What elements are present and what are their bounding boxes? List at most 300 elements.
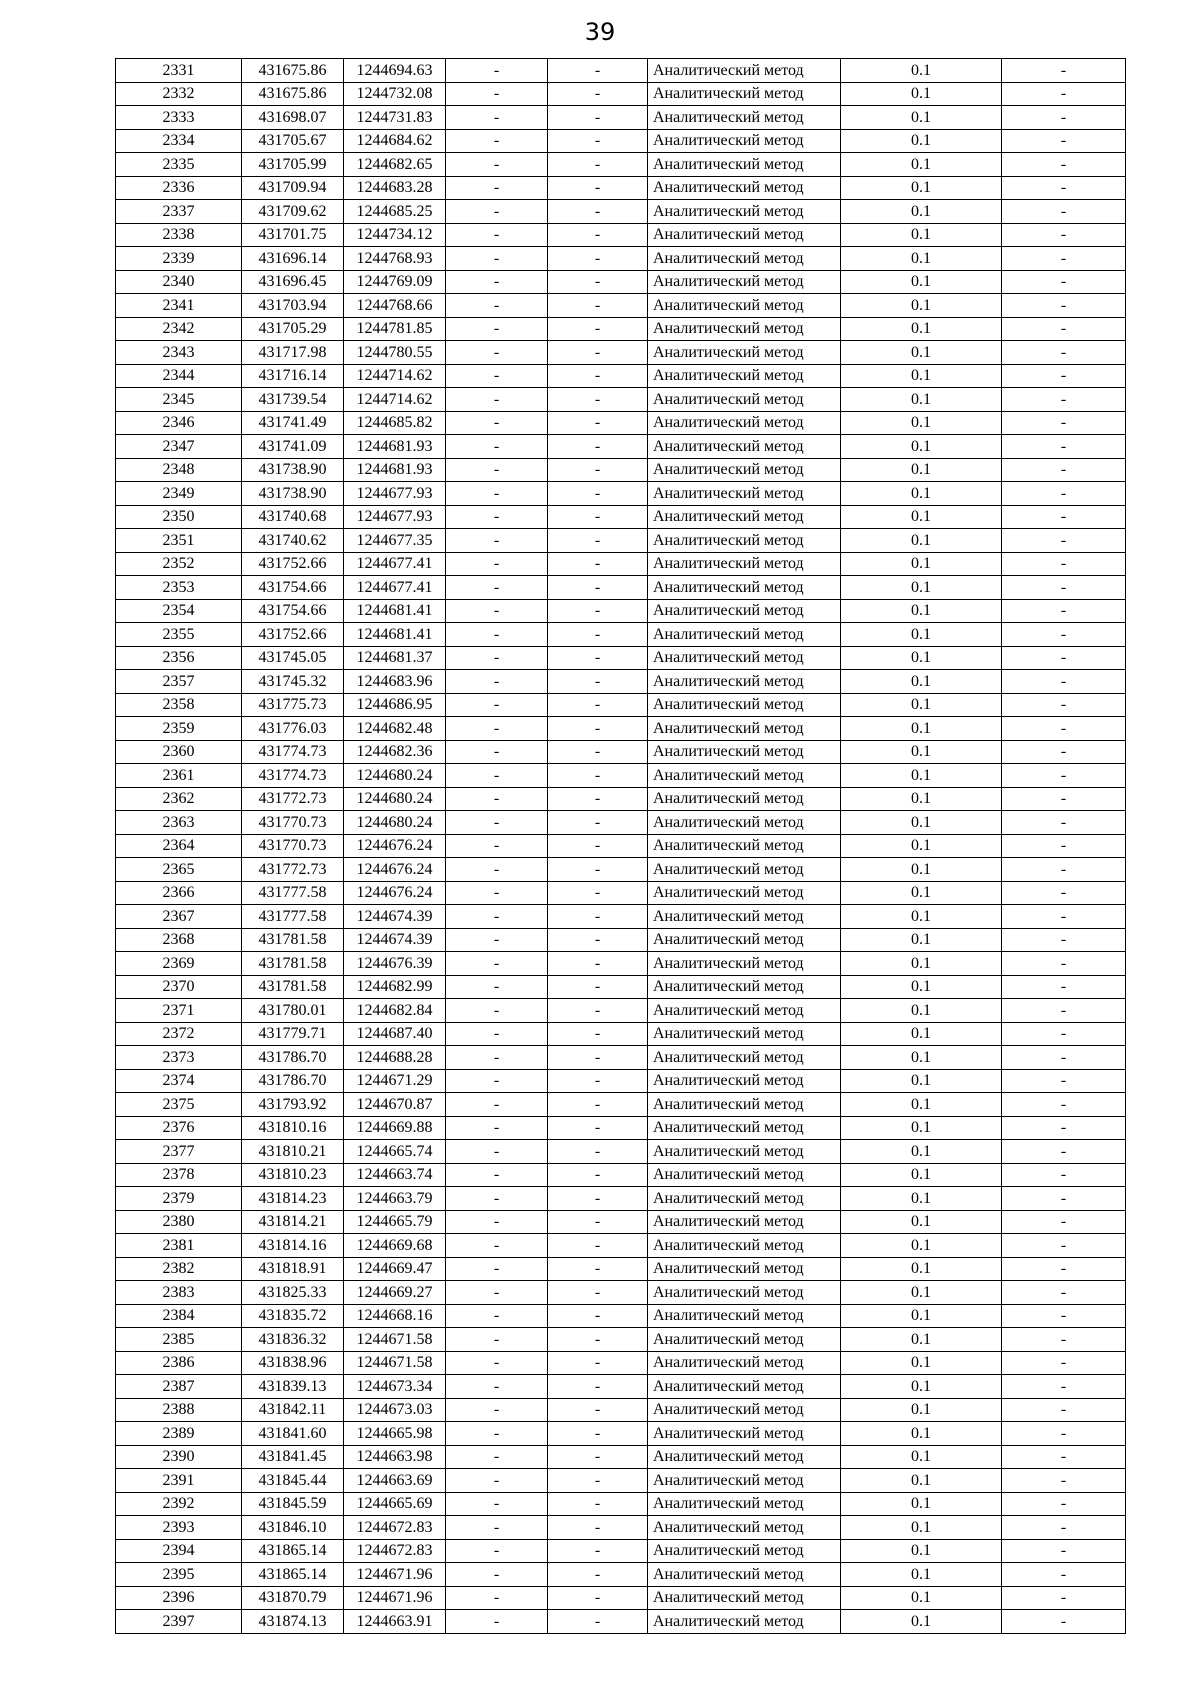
y-coordinate-cell: 1244681.93 (344, 458, 446, 482)
x-coordinate-cell: 431705.99 (242, 153, 344, 177)
col-5-value-cell: - (548, 1469, 648, 1493)
method-cell: Аналитический метод (648, 1492, 841, 1516)
x-coordinate-cell: 431738.90 (242, 482, 344, 506)
method-cell: Аналитический метод (648, 1610, 841, 1634)
point-number-cell: 2339 (116, 247, 242, 271)
point-number-cell: 2363 (116, 811, 242, 835)
point-number-cell: 2375 (116, 1093, 242, 1117)
x-coordinate-cell: 431781.58 (242, 928, 344, 952)
col-5-value-cell: - (548, 1563, 648, 1587)
point-number-cell: 2387 (116, 1375, 242, 1399)
y-coordinate-cell: 1244665.79 (344, 1210, 446, 1234)
coordinates-table-body (116, 59, 1126, 1634)
table-row (116, 834, 1126, 858)
y-coordinate-cell: 1244663.74 (344, 1163, 446, 1187)
point-number-cell: 2351 (116, 529, 242, 553)
x-coordinate-cell: 431793.92 (242, 1093, 344, 1117)
accuracy-cell: 0.1 (841, 999, 1002, 1023)
col-5-value-cell: - (548, 388, 648, 412)
col-8-value-cell: - (1002, 176, 1126, 200)
table-row (116, 1539, 1126, 1563)
table-row (116, 294, 1126, 318)
col-4-value-cell: - (446, 176, 548, 200)
col-4-value-cell: - (446, 129, 548, 153)
table-row (116, 223, 1126, 247)
point-number-cell: 2343 (116, 341, 242, 365)
y-coordinate-cell: 1244683.28 (344, 176, 446, 200)
col-5-value-cell: - (548, 200, 648, 224)
table-row (116, 552, 1126, 576)
x-coordinate-cell: 431740.62 (242, 529, 344, 553)
col-5-value-cell: - (548, 364, 648, 388)
col-5-value-cell: - (548, 717, 648, 741)
table-row (116, 1469, 1126, 1493)
col-5-value-cell: - (548, 1234, 648, 1258)
col-5-value-cell: - (548, 1492, 648, 1516)
point-number-cell: 2358 (116, 693, 242, 717)
accuracy-cell: 0.1 (841, 1093, 1002, 1117)
point-number-cell: 2331 (116, 59, 242, 83)
x-coordinate-cell: 431825.33 (242, 1281, 344, 1305)
point-number-cell: 2347 (116, 435, 242, 459)
method-cell: Аналитический метод (648, 1586, 841, 1610)
point-number-cell: 2341 (116, 294, 242, 318)
method-cell: Аналитический метод (648, 764, 841, 788)
col-8-value-cell: - (1002, 952, 1126, 976)
x-coordinate-cell: 431776.03 (242, 717, 344, 741)
x-coordinate-cell: 431754.66 (242, 599, 344, 623)
point-number-cell: 2385 (116, 1328, 242, 1352)
accuracy-cell: 0.1 (841, 1375, 1002, 1399)
method-cell: Аналитический метод (648, 693, 841, 717)
accuracy-cell: 0.1 (841, 717, 1002, 741)
y-coordinate-cell: 1244676.24 (344, 834, 446, 858)
col-4-value-cell: - (446, 1516, 548, 1540)
col-4-value-cell: - (446, 881, 548, 905)
x-coordinate-cell: 431696.45 (242, 270, 344, 294)
col-5-value-cell: - (548, 411, 648, 435)
accuracy-cell: 0.1 (841, 247, 1002, 271)
x-coordinate-cell: 431741.09 (242, 435, 344, 459)
table-row (116, 176, 1126, 200)
x-coordinate-cell: 431696.14 (242, 247, 344, 271)
x-coordinate-cell: 431786.70 (242, 1046, 344, 1070)
table-row (116, 999, 1126, 1023)
table-row (116, 576, 1126, 600)
table-row (116, 1492, 1126, 1516)
method-cell: Аналитический метод (648, 364, 841, 388)
y-coordinate-cell: 1244681.93 (344, 435, 446, 459)
col-8-value-cell: - (1002, 1539, 1126, 1563)
col-4-value-cell: - (446, 1163, 548, 1187)
method-cell: Аналитический метод (648, 1210, 841, 1234)
x-coordinate-cell: 431675.86 (242, 59, 344, 83)
point-number-cell: 2397 (116, 1610, 242, 1634)
table-row (116, 529, 1126, 553)
col-8-value-cell: - (1002, 505, 1126, 529)
col-4-value-cell: - (446, 247, 548, 271)
point-number-cell: 2384 (116, 1304, 242, 1328)
y-coordinate-cell: 1244768.93 (344, 247, 446, 271)
x-coordinate-cell: 431777.58 (242, 881, 344, 905)
point-number-cell: 2394 (116, 1539, 242, 1563)
y-coordinate-cell: 1244677.41 (344, 552, 446, 576)
col-8-value-cell: - (1002, 764, 1126, 788)
table-row (116, 364, 1126, 388)
x-coordinate-cell: 431839.13 (242, 1375, 344, 1399)
x-coordinate-cell: 431739.54 (242, 388, 344, 412)
col-5-value-cell: - (548, 975, 648, 999)
accuracy-cell: 0.1 (841, 106, 1002, 130)
accuracy-cell: 0.1 (841, 905, 1002, 929)
accuracy-cell: 0.1 (841, 1281, 1002, 1305)
point-number-cell: 2365 (116, 858, 242, 882)
x-coordinate-cell: 431865.14 (242, 1539, 344, 1563)
accuracy-cell: 0.1 (841, 975, 1002, 999)
col-4-value-cell: - (446, 1187, 548, 1211)
col-8-value-cell: - (1002, 1022, 1126, 1046)
col-5-value-cell: - (548, 1445, 648, 1469)
table-row (116, 1351, 1126, 1375)
table-row (116, 505, 1126, 529)
method-cell: Аналитический метод (648, 294, 841, 318)
method-cell: Аналитический метод (648, 999, 841, 1023)
point-number-cell: 2374 (116, 1069, 242, 1093)
table-row (116, 1586, 1126, 1610)
point-number-cell: 2344 (116, 364, 242, 388)
col-4-value-cell: - (446, 1022, 548, 1046)
table-row (116, 670, 1126, 694)
col-5-value-cell: - (548, 1281, 648, 1305)
col-5-value-cell: - (548, 1610, 648, 1634)
point-number-cell: 2367 (116, 905, 242, 929)
y-coordinate-cell: 1244685.25 (344, 200, 446, 224)
table-row (116, 106, 1126, 130)
accuracy-cell: 0.1 (841, 623, 1002, 647)
table-row (116, 1375, 1126, 1399)
accuracy-cell: 0.1 (841, 1563, 1002, 1587)
method-cell: Аналитический метод (648, 505, 841, 529)
x-coordinate-cell: 431701.75 (242, 223, 344, 247)
col-8-value-cell: - (1002, 247, 1126, 271)
col-8-value-cell: - (1002, 787, 1126, 811)
col-4-value-cell: - (446, 952, 548, 976)
accuracy-cell: 0.1 (841, 811, 1002, 835)
col-5-value-cell: - (548, 458, 648, 482)
accuracy-cell: 0.1 (841, 1187, 1002, 1211)
y-coordinate-cell: 1244671.96 (344, 1563, 446, 1587)
col-5-value-cell: - (548, 317, 648, 341)
method-cell: Аналитический метод (648, 787, 841, 811)
table-row (116, 1140, 1126, 1164)
y-coordinate-cell: 1244680.24 (344, 764, 446, 788)
y-coordinate-cell: 1244672.83 (344, 1539, 446, 1563)
y-coordinate-cell: 1244732.08 (344, 82, 446, 106)
y-coordinate-cell: 1244671.96 (344, 1586, 446, 1610)
col-8-value-cell: - (1002, 740, 1126, 764)
method-cell: Аналитический метод (648, 341, 841, 365)
point-number-cell: 2370 (116, 975, 242, 999)
col-5-value-cell: - (548, 858, 648, 882)
accuracy-cell: 0.1 (841, 1516, 1002, 1540)
col-8-value-cell: - (1002, 270, 1126, 294)
y-coordinate-cell: 1244671.58 (344, 1351, 446, 1375)
x-coordinate-cell: 431741.49 (242, 411, 344, 435)
y-coordinate-cell: 1244669.47 (344, 1257, 446, 1281)
col-8-value-cell: - (1002, 1422, 1126, 1446)
method-cell: Аналитический метод (648, 1398, 841, 1422)
table-row (116, 646, 1126, 670)
y-coordinate-cell: 1244680.24 (344, 787, 446, 811)
accuracy-cell: 0.1 (841, 552, 1002, 576)
col-4-value-cell: - (446, 623, 548, 647)
method-cell: Аналитический метод (648, 270, 841, 294)
accuracy-cell: 0.1 (841, 740, 1002, 764)
col-8-value-cell: - (1002, 1163, 1126, 1187)
y-coordinate-cell: 1244682.99 (344, 975, 446, 999)
col-4-value-cell: - (446, 529, 548, 553)
x-coordinate-cell: 431709.62 (242, 200, 344, 224)
y-coordinate-cell: 1244674.39 (344, 905, 446, 929)
col-4-value-cell: - (446, 1140, 548, 1164)
x-coordinate-cell: 431814.23 (242, 1187, 344, 1211)
accuracy-cell: 0.1 (841, 270, 1002, 294)
method-cell: Аналитический метод (648, 1469, 841, 1493)
point-number-cell: 2386 (116, 1351, 242, 1375)
method-cell: Аналитический метод (648, 1539, 841, 1563)
col-4-value-cell: - (446, 200, 548, 224)
y-coordinate-cell: 1244669.88 (344, 1116, 446, 1140)
col-8-value-cell: - (1002, 1187, 1126, 1211)
table-row (116, 811, 1126, 835)
method-cell: Аналитический метод (648, 1140, 841, 1164)
accuracy-cell: 0.1 (841, 576, 1002, 600)
x-coordinate-cell: 431780.01 (242, 999, 344, 1023)
table-row (116, 1234, 1126, 1258)
table-row (116, 1210, 1126, 1234)
col-4-value-cell: - (446, 670, 548, 694)
point-number-cell: 2372 (116, 1022, 242, 1046)
col-5-value-cell: - (548, 670, 648, 694)
accuracy-cell: 0.1 (841, 294, 1002, 318)
accuracy-cell: 0.1 (841, 341, 1002, 365)
col-5-value-cell: - (548, 576, 648, 600)
y-coordinate-cell: 1244680.24 (344, 811, 446, 835)
col-8-value-cell: - (1002, 717, 1126, 741)
col-5-value-cell: - (548, 623, 648, 647)
method-cell: Аналитический метод (648, 1257, 841, 1281)
x-coordinate-cell: 431745.05 (242, 646, 344, 670)
method-cell: Аналитический метод (648, 881, 841, 905)
point-number-cell: 2359 (116, 717, 242, 741)
col-4-value-cell: - (446, 1351, 548, 1375)
y-coordinate-cell: 1244681.37 (344, 646, 446, 670)
table-row (116, 928, 1126, 952)
col-4-value-cell: - (446, 1422, 548, 1446)
x-coordinate-cell: 431841.60 (242, 1422, 344, 1446)
x-coordinate-cell: 431781.58 (242, 975, 344, 999)
col-4-value-cell: - (446, 599, 548, 623)
table-row (116, 1046, 1126, 1070)
accuracy-cell: 0.1 (841, 505, 1002, 529)
y-coordinate-cell: 1244677.93 (344, 505, 446, 529)
point-number-cell: 2379 (116, 1187, 242, 1211)
y-coordinate-cell: 1244676.39 (344, 952, 446, 976)
point-number-cell: 2376 (116, 1116, 242, 1140)
point-number-cell: 2383 (116, 1281, 242, 1305)
x-coordinate-cell: 431717.98 (242, 341, 344, 365)
point-number-cell: 2390 (116, 1445, 242, 1469)
x-coordinate-cell: 431865.14 (242, 1563, 344, 1587)
x-coordinate-cell: 431786.70 (242, 1069, 344, 1093)
method-cell: Аналитический метод (648, 952, 841, 976)
x-coordinate-cell: 431814.21 (242, 1210, 344, 1234)
col-5-value-cell: - (548, 153, 648, 177)
col-4-value-cell: - (446, 975, 548, 999)
x-coordinate-cell: 431845.44 (242, 1469, 344, 1493)
y-coordinate-cell: 1244688.28 (344, 1046, 446, 1070)
col-4-value-cell: - (446, 1069, 548, 1093)
col-8-value-cell: - (1002, 646, 1126, 670)
x-coordinate-cell: 431810.16 (242, 1116, 344, 1140)
col-8-value-cell: - (1002, 1351, 1126, 1375)
col-4-value-cell: - (446, 1398, 548, 1422)
accuracy-cell: 0.1 (841, 1210, 1002, 1234)
method-cell: Аналитический метод (648, 599, 841, 623)
method-cell: Аналитический метод (648, 59, 841, 83)
y-coordinate-cell: 1244677.35 (344, 529, 446, 553)
x-coordinate-cell: 431703.94 (242, 294, 344, 318)
x-coordinate-cell: 431870.79 (242, 1586, 344, 1610)
col-8-value-cell: - (1002, 223, 1126, 247)
accuracy-cell: 0.1 (841, 223, 1002, 247)
col-5-value-cell: - (548, 176, 648, 200)
col-8-value-cell: - (1002, 881, 1126, 905)
col-5-value-cell: - (548, 1069, 648, 1093)
point-number-cell: 2378 (116, 1163, 242, 1187)
col-8-value-cell: - (1002, 1563, 1126, 1587)
col-8-value-cell: - (1002, 1281, 1126, 1305)
table-row (116, 317, 1126, 341)
y-coordinate-cell: 1244670.87 (344, 1093, 446, 1117)
method-cell: Аналитический метод (648, 975, 841, 999)
method-cell: Аналитический метод (648, 1445, 841, 1469)
accuracy-cell: 0.1 (841, 388, 1002, 412)
table-row (116, 247, 1126, 271)
method-cell: Аналитический метод (648, 411, 841, 435)
accuracy-cell: 0.1 (841, 200, 1002, 224)
accuracy-cell: 0.1 (841, 1140, 1002, 1164)
col-4-value-cell: - (446, 787, 548, 811)
y-coordinate-cell: 1244682.36 (344, 740, 446, 764)
accuracy-cell: 0.1 (841, 1398, 1002, 1422)
col-5-value-cell: - (548, 529, 648, 553)
col-8-value-cell: - (1002, 341, 1126, 365)
x-coordinate-cell: 431814.16 (242, 1234, 344, 1258)
accuracy-cell: 0.1 (841, 599, 1002, 623)
x-coordinate-cell: 431838.96 (242, 1351, 344, 1375)
accuracy-cell: 0.1 (841, 129, 1002, 153)
y-coordinate-cell: 1244681.41 (344, 599, 446, 623)
col-4-value-cell: - (446, 1234, 548, 1258)
point-number-cell: 2349 (116, 482, 242, 506)
method-cell: Аналитический метод (648, 576, 841, 600)
col-4-value-cell: - (446, 1539, 548, 1563)
col-5-value-cell: - (548, 223, 648, 247)
col-8-value-cell: - (1002, 1610, 1126, 1634)
col-8-value-cell: - (1002, 317, 1126, 341)
accuracy-cell: 0.1 (841, 458, 1002, 482)
col-4-value-cell: - (446, 1492, 548, 1516)
col-5-value-cell: - (548, 1304, 648, 1328)
col-8-value-cell: - (1002, 858, 1126, 882)
col-8-value-cell: - (1002, 599, 1126, 623)
col-5-value-cell: - (548, 1093, 648, 1117)
col-5-value-cell: - (548, 129, 648, 153)
col-4-value-cell: - (446, 435, 548, 459)
method-cell: Аналитический метод (648, 317, 841, 341)
point-number-cell: 2356 (116, 646, 242, 670)
col-5-value-cell: - (548, 1210, 648, 1234)
col-4-value-cell: - (446, 858, 548, 882)
col-8-value-cell: - (1002, 1375, 1126, 1399)
accuracy-cell: 0.1 (841, 411, 1002, 435)
col-5-value-cell: - (548, 247, 648, 271)
col-4-value-cell: - (446, 1375, 548, 1399)
col-4-value-cell: - (446, 270, 548, 294)
col-5-value-cell: - (548, 1046, 648, 1070)
y-coordinate-cell: 1244665.98 (344, 1422, 446, 1446)
accuracy-cell: 0.1 (841, 1304, 1002, 1328)
accuracy-cell: 0.1 (841, 1116, 1002, 1140)
point-number-cell: 2388 (116, 1398, 242, 1422)
x-coordinate-cell: 431774.73 (242, 764, 344, 788)
x-coordinate-cell: 431836.32 (242, 1328, 344, 1352)
accuracy-cell: 0.1 (841, 1492, 1002, 1516)
table-row (116, 153, 1126, 177)
col-5-value-cell: - (548, 1539, 648, 1563)
accuracy-cell: 0.1 (841, 1351, 1002, 1375)
table-row (116, 388, 1126, 412)
col-5-value-cell: - (548, 1163, 648, 1187)
col-5-value-cell: - (548, 787, 648, 811)
col-8-value-cell: - (1002, 928, 1126, 952)
col-8-value-cell: - (1002, 153, 1126, 177)
col-4-value-cell: - (446, 411, 548, 435)
col-8-value-cell: - (1002, 364, 1126, 388)
table-row (116, 1516, 1126, 1540)
x-coordinate-cell: 431772.73 (242, 787, 344, 811)
accuracy-cell: 0.1 (841, 858, 1002, 882)
col-5-value-cell: - (548, 1140, 648, 1164)
table-row (116, 975, 1126, 999)
col-4-value-cell: - (446, 576, 548, 600)
col-4-value-cell: - (446, 764, 548, 788)
table-row (116, 717, 1126, 741)
y-coordinate-cell: 1244663.98 (344, 1445, 446, 1469)
point-number-cell: 2352 (116, 552, 242, 576)
table-row (116, 1187, 1126, 1211)
point-number-cell: 2380 (116, 1210, 242, 1234)
accuracy-cell: 0.1 (841, 693, 1002, 717)
col-5-value-cell: - (548, 82, 648, 106)
col-4-value-cell: - (446, 646, 548, 670)
method-cell: Аналитический метод (648, 858, 841, 882)
x-coordinate-cell: 431774.73 (242, 740, 344, 764)
col-5-value-cell: - (548, 1328, 648, 1352)
method-cell: Аналитический метод (648, 82, 841, 106)
col-5-value-cell: - (548, 59, 648, 83)
